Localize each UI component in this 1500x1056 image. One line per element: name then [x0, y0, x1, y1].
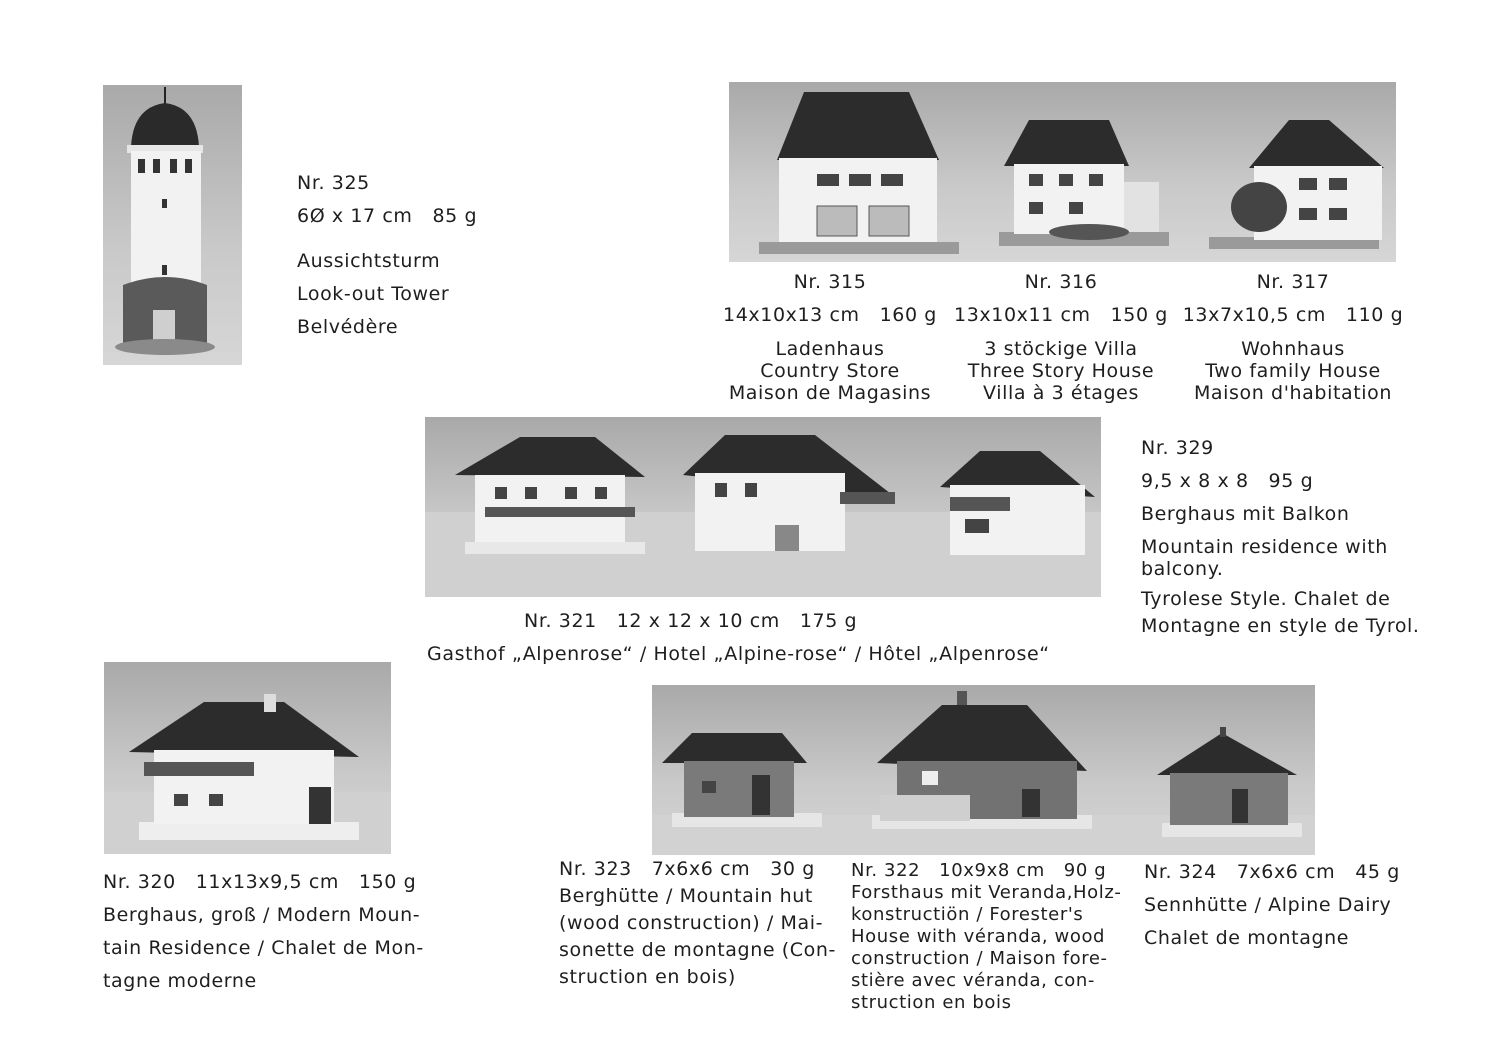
photo-320-mountain-residence	[104, 662, 391, 854]
item-323-line-2: Berghütte / Mountain hut	[559, 885, 813, 907]
item-320-line-2: Berghaus, groß / Modern Moun-	[103, 904, 421, 926]
item-329-text	[1141, 432, 1420, 640]
item-323-line-1: Nr. 323 7x6x6 cm 30 g	[559, 858, 815, 880]
item-322-line-7: struction en bois	[851, 992, 1012, 1013]
item-315-name-en: Country Store	[760, 360, 900, 382]
item-317-name-en: Two family House	[1205, 360, 1381, 382]
item-329-line-5: Montagne en style de Tyrol.	[1141, 615, 1420, 637]
item-316-text	[948, 266, 1174, 404]
item-329-line-2: Mountain residence with	[1141, 536, 1388, 558]
item-322-line-5: construction / Maison fore-	[851, 948, 1108, 969]
item-316-name-fr: Villa à 3 étages	[983, 382, 1139, 404]
item-329-line-1: Berghaus mit Balkon	[1141, 503, 1350, 525]
item-316-name-de: 3 stöckige Villa	[984, 338, 1138, 360]
item-323-line-4: sonette de montagne (Con-	[559, 939, 836, 961]
item-317-name-de: Wohnhaus	[1241, 338, 1345, 360]
item-315-name-de: Ladenhaus	[775, 338, 885, 360]
item-322-line-3: konstructiön / Forester's	[851, 904, 1084, 925]
item-325-dimensions: 6Ø x 17 cm 85 g	[297, 205, 478, 227]
item-321-name: Gasthof „Alpenrose“ / Hotel „Alpine-rose“ / Hôtel „Alpenrose“	[427, 643, 1050, 665]
item-320-line-4: tagne moderne	[103, 970, 257, 992]
huts-row-illustration	[652, 685, 1315, 855]
item-322-line-1: Nr. 322 10x9x8 cm 90 g	[851, 860, 1107, 881]
item-325-name-en: Look-out Tower	[297, 283, 450, 305]
item-322-line-2: Forsthaus mit Veranda,Holz-	[851, 882, 1122, 903]
photo-321-hotel	[425, 417, 1101, 597]
item-315-text	[715, 266, 945, 404]
item-325-text	[297, 167, 477, 344]
item-323-line-5: struction en bois)	[559, 966, 736, 988]
item-317-text	[1178, 266, 1408, 404]
houses-row-illustration	[729, 82, 1396, 262]
item-322-line-6: stière avec véranda, con-	[851, 970, 1095, 991]
item-324-text	[1144, 856, 1400, 955]
item-316-number: Nr. 316	[1024, 271, 1098, 293]
item-316-name-en: Three Story House	[967, 360, 1155, 382]
item-316-dimensions: 13x10x11 cm 150 g	[954, 304, 1168, 326]
item-329-number: Nr. 329	[1141, 437, 1214, 459]
item-320-line-3: tain Residence / Chalet de Mon-	[103, 937, 424, 959]
item-324-line-3: Chalet de montagne	[1144, 927, 1350, 949]
item-322-text	[851, 860, 1122, 1014]
photo-315-316-317-houses	[729, 82, 1396, 262]
item-324-line-1: Nr. 324 7x6x6 cm 45 g	[1144, 861, 1400, 883]
item-321-number-dimensions: Nr. 321 12 x 12 x 10 cm 175 g	[524, 610, 858, 632]
item-325-name-de: Aussichtsturm	[297, 250, 441, 272]
item-325-name-fr: Belvédère	[297, 316, 399, 338]
item-321-text	[427, 605, 1050, 671]
item-329-line-4: Tyrolese Style. Chalet de	[1141, 588, 1391, 610]
item-315-dimensions: 14x10x13 cm 160 g	[723, 304, 937, 326]
hotel-row-illustration	[425, 417, 1101, 597]
mountain-residence-illustration	[104, 662, 391, 854]
item-325-number: Nr. 325	[297, 172, 370, 194]
item-329-line-3: balcony.	[1141, 558, 1224, 580]
item-322-line-4: House with véranda, wood	[851, 926, 1106, 947]
item-323-line-3: (wood construction) / Mai-	[559, 912, 824, 934]
item-324-line-2: Sennhütte / Alpine Dairy	[1144, 894, 1392, 916]
item-320-text	[103, 866, 424, 998]
item-323-text	[559, 856, 836, 991]
photo-323-322-324-huts	[652, 685, 1315, 855]
item-315-number: Nr. 315	[793, 271, 867, 293]
item-329-dimensions: 9,5 x 8 x 8 95 g	[1141, 470, 1314, 492]
item-317-number: Nr. 317	[1256, 271, 1330, 293]
item-317-name-fr: Maison d'habitation	[1193, 382, 1393, 404]
tower-illustration	[103, 85, 242, 365]
item-317-dimensions: 13x7x10,5 cm 110 g	[1182, 304, 1404, 326]
item-315-name-fr: Maison de Magasins	[728, 382, 932, 404]
item-320-line-1: Nr. 320 11x13x9,5 cm 150 g	[103, 871, 417, 893]
photo-325-tower	[103, 85, 242, 365]
